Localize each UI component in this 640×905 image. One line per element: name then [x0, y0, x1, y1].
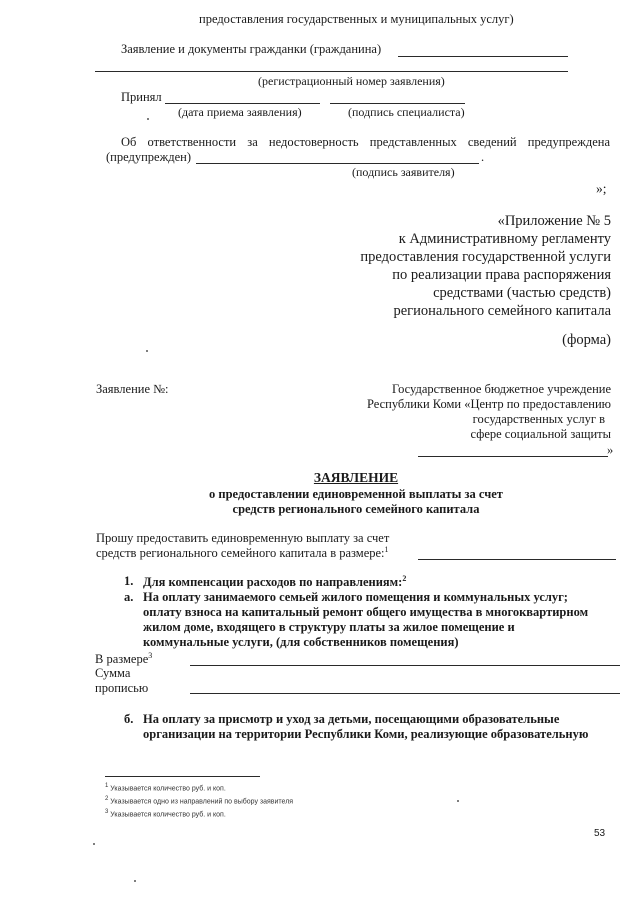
request-line-1: Прошу предоставить единовременную выплату за счет	[96, 531, 390, 545]
page-title: ЗАЯВЛЕНИЕ	[313, 470, 399, 485]
docs-label: Заявление и документы гражданки (гражданина)	[121, 42, 382, 56]
item-a-line: коммунальные услуги, (для собственников помещения)	[143, 635, 459, 649]
scan-speck	[93, 843, 95, 845]
institution-line: Государственное бюджетное учреждение	[391, 382, 611, 396]
appendix-line: средствами (частью средств)	[433, 285, 611, 301]
appendix-line: по реализации права распоряжения	[392, 267, 611, 283]
date-field[interactable]	[165, 103, 320, 104]
section-1-heading-text: Для компенсации расходов по направлениям:	[143, 575, 403, 590]
amount-label-text: В размере	[95, 652, 149, 667]
section-1-heading	[143, 574, 406, 590]
responsibility-dot: .	[481, 150, 485, 164]
scan-speck	[134, 880, 136, 882]
footnote-ref-1: 1	[384, 545, 389, 554]
request-amount-field[interactable]	[418, 559, 616, 560]
institution-line: государственных услуг в	[472, 412, 605, 426]
sum-in-words-field[interactable]	[190, 693, 620, 694]
item-b-line: На оплату за присмотр и уход за детьми, посещающими образовательные	[143, 712, 560, 726]
amount-label	[95, 651, 152, 667]
application-no-label: Заявление №:	[96, 382, 169, 396]
signature-applicant-caption: (подпись заявителя)	[352, 165, 455, 179]
appendix-line: «Приложение № 5	[497, 213, 611, 229]
institution-line: Республики Коми «Центр по предоставлению	[366, 397, 611, 411]
scan-speck	[147, 118, 149, 120]
request-line-2	[96, 545, 389, 561]
footnote-ref-3: 3	[148, 651, 153, 660]
institution-name-field[interactable]	[418, 456, 608, 457]
applicant-warning-field[interactable]	[196, 163, 479, 164]
appendix-line: к Административному регламенту	[398, 231, 611, 247]
scan-speck	[146, 350, 148, 352]
specialist-signature-field[interactable]	[330, 103, 465, 104]
sum-label-2: прописью	[95, 681, 149, 695]
item-a-line: На оплату занимаемого семьей жилого помещения и коммунальных услуг;	[143, 590, 568, 604]
appendix-line: предоставления государственной услуги	[360, 249, 611, 265]
footnote-1	[105, 783, 226, 792]
date-caption: (дата приема заявления)	[178, 105, 302, 119]
amount-field[interactable]	[190, 665, 620, 666]
footnote-1-text: Указывается количество руб. и коп.	[110, 785, 226, 793]
scan-speck	[457, 800, 459, 802]
item-a-line: оплату взноса на капитальный ремонт общего имущества в многоквартирном	[143, 605, 589, 619]
form-label: (форма)	[562, 332, 611, 348]
signature-spec-caption: (подпись специалиста)	[348, 105, 465, 119]
footnote-2	[105, 796, 293, 805]
footnote-1-num: 1	[105, 783, 109, 789]
item-a-line: жилом доме, входящего в структуру платы за жилое помещение и	[143, 620, 515, 634]
top-line-0: предоставления государственных и муниципальных услуг)	[199, 12, 514, 26]
footnote-ref-2: 2	[402, 574, 407, 583]
footnote-separator	[105, 776, 260, 777]
section-1-number: 1.	[124, 574, 134, 588]
footnote-3-num: 3	[105, 809, 109, 815]
footnote-3	[105, 809, 226, 818]
title-subtitle-1: о предоставлении единовременной выплаты за счет	[209, 487, 503, 501]
footnote-2-text: Указывается одно из направлений по выбору заявителя	[110, 798, 294, 806]
footnote-2-num: 2	[105, 796, 109, 802]
sum-label-1: Сумма	[95, 666, 131, 680]
item-b-line: организации на территории Республики Коми, реализующие образовательную	[143, 727, 589, 741]
accepted-label: Принял	[121, 90, 162, 104]
request-line-2-text: средств регионального семейного капитала в размере:	[96, 546, 385, 561]
item-b-text	[143, 712, 588, 742]
institution-block	[367, 382, 611, 442]
closing-quote: »;	[596, 181, 607, 196]
responsibility-line-2: (предупрежден)	[106, 150, 191, 164]
item-a-text	[143, 590, 588, 650]
appendix-line: регионального семейного капитала	[393, 303, 611, 319]
footnote-3-text: Указывается количество руб. и коп.	[110, 811, 226, 819]
institution-line: сфере социальной защиты	[470, 427, 611, 441]
item-a-letter: а.	[124, 590, 134, 604]
appendix-block	[360, 212, 611, 320]
reg-number-field[interactable]	[95, 71, 568, 72]
institution-closing: »	[607, 443, 614, 457]
reg-caption: (регистрационный номер заявления)	[258, 74, 445, 88]
responsibility-line-1: Об ответственности за недостоверность представленных сведений предупреждена	[121, 135, 610, 149]
page-number: 53	[594, 828, 606, 839]
title-subtitle-2: средств регионального семейного капитала	[232, 502, 480, 516]
item-b-letter: б.	[124, 712, 134, 726]
docs-name-field[interactable]	[398, 56, 568, 57]
